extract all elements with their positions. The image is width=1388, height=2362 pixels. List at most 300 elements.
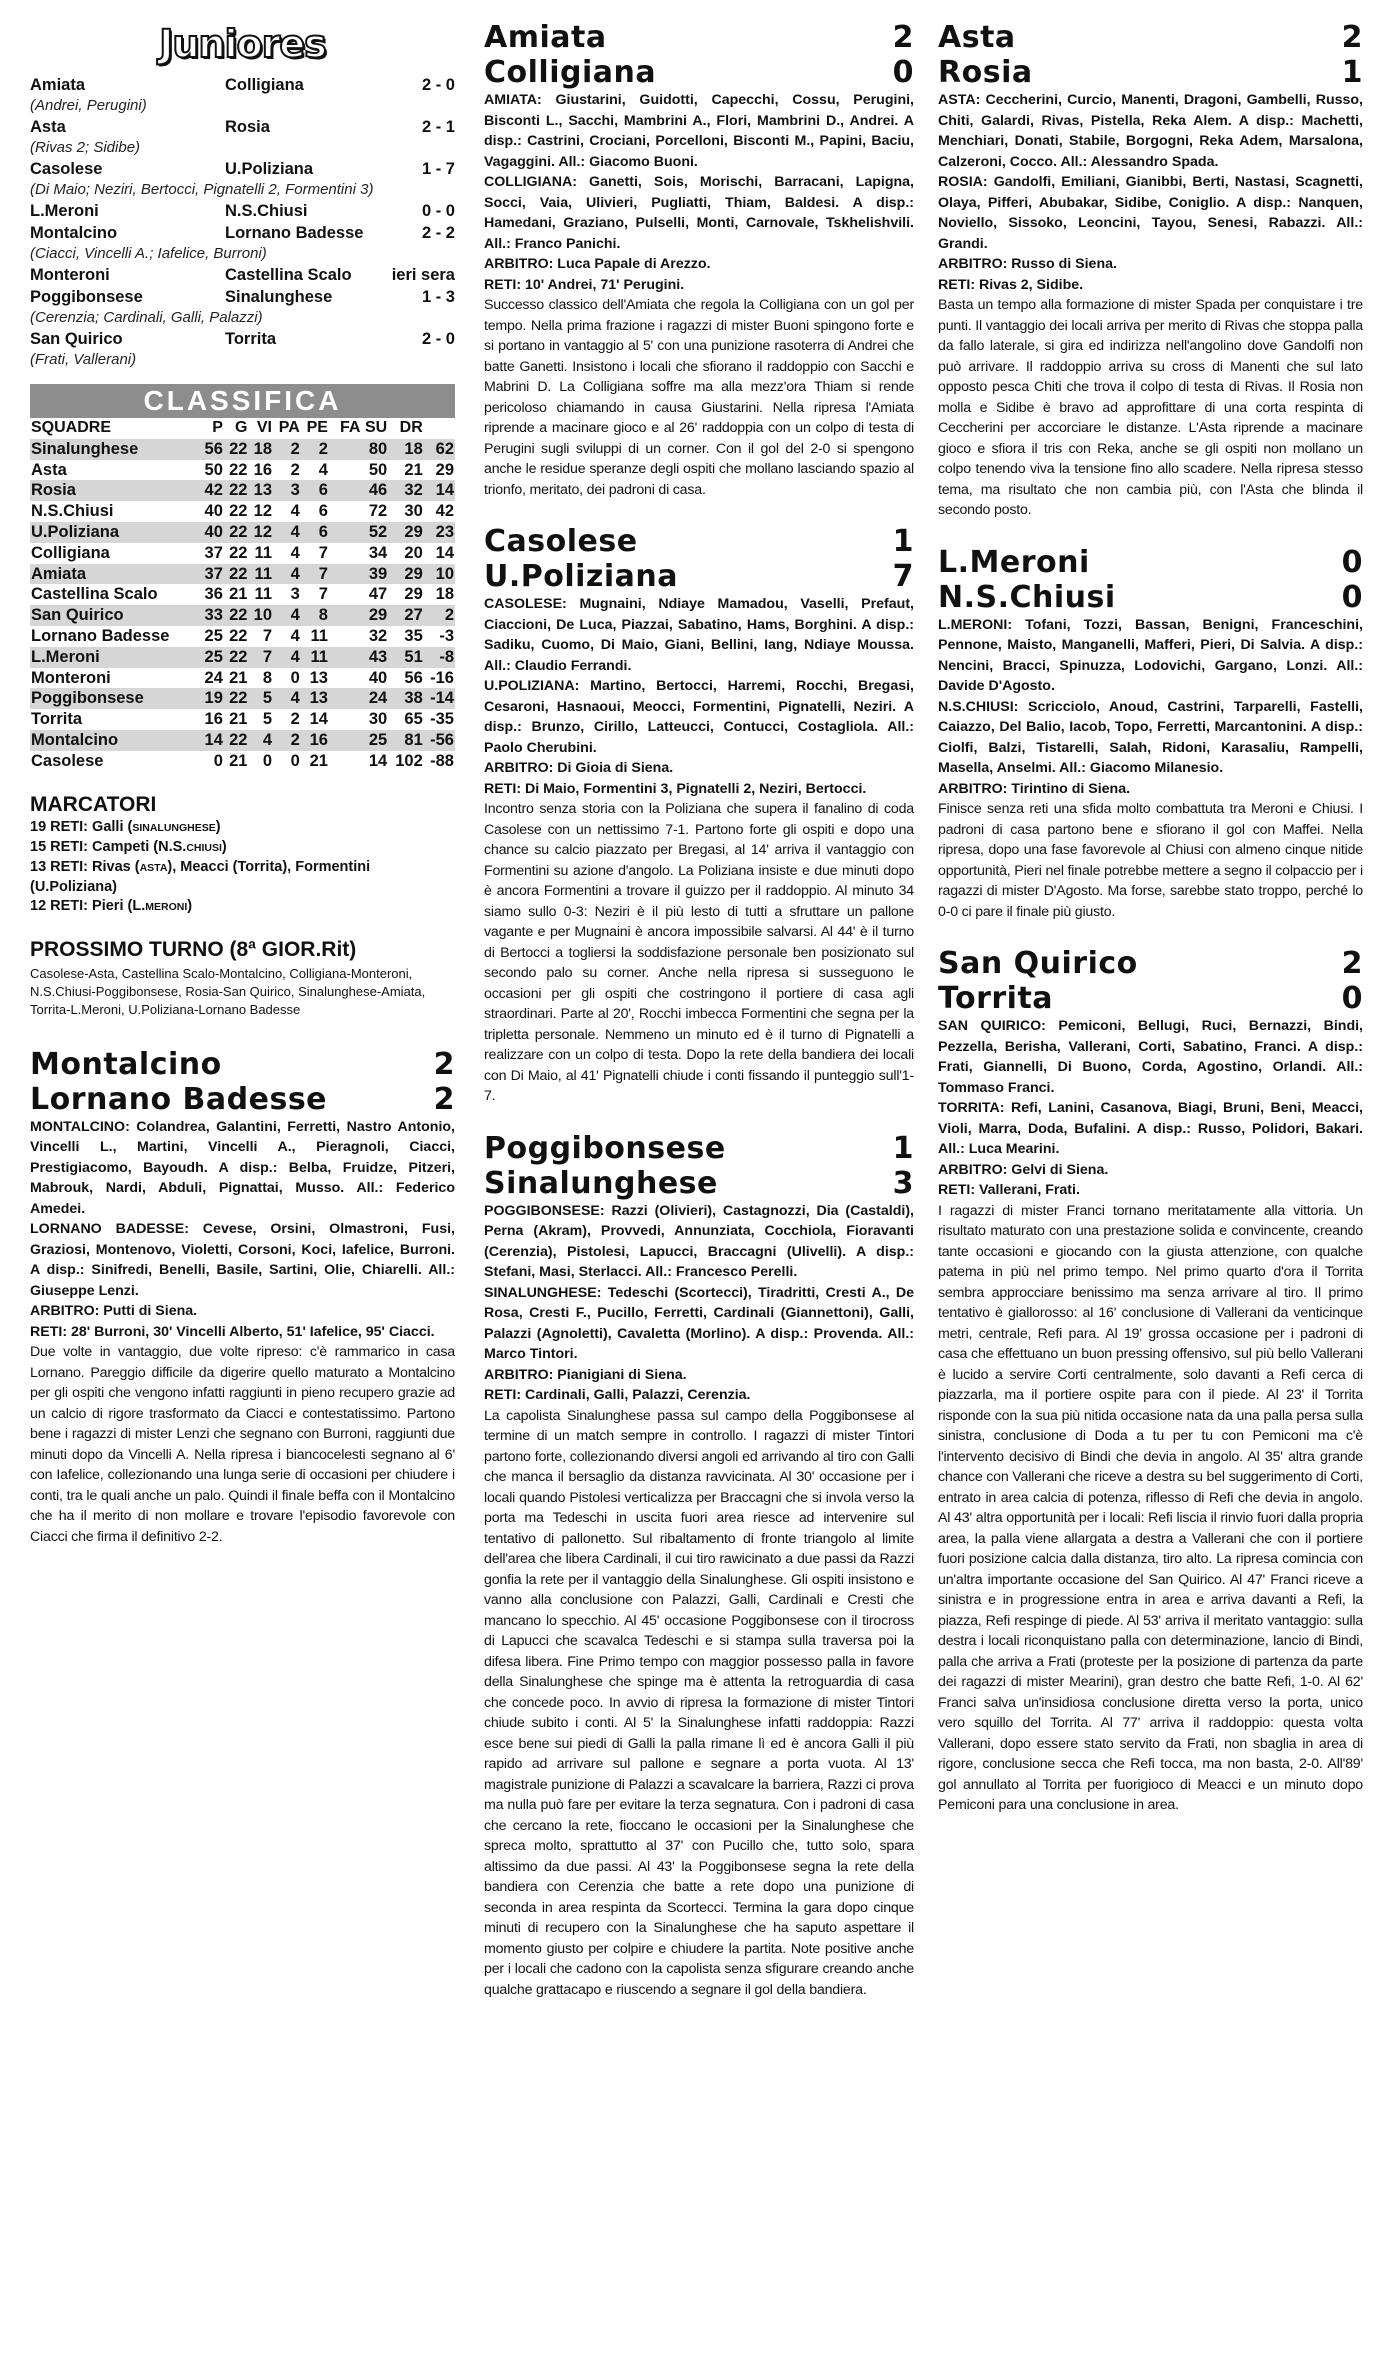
lineup-away: SINALUNGHESE: Tedeschi (Scortecci), Tiradritti, Cresti A., De Rosa, Cresti F., Pucillo, Ferretti, Cardinali (Giannettoni), Galli, Palazzi (Agnoletti), Cavaletta (Morlino). A disp.: Provenda. All.: Marco Tintori. [484, 1284, 914, 1362]
standings-cell: 22 [229, 689, 248, 708]
standings-cell: 7 [318, 585, 328, 604]
standings-cell: 7 [262, 626, 272, 645]
standings-cell: 4 [290, 689, 300, 708]
team-home: Casolese [484, 524, 638, 559]
standings-cell: 38 [404, 689, 423, 708]
team-home-line [938, 20, 1363, 55]
result-score: 0 - 0 [421, 202, 455, 220]
referee: ARBITRO: Di Gioia di Siena. [484, 760, 674, 776]
standings-cell: 11 [254, 585, 272, 604]
standings-cell: 7 [318, 564, 328, 583]
team-home-score: 2 [433, 1046, 455, 1082]
standings-cell: 8 [262, 668, 272, 687]
standings-cell: 27 [404, 606, 423, 625]
standings-team: Poggibonsese [31, 689, 144, 708]
standings-cell: 102 [395, 751, 423, 770]
standings-cell: 4 [290, 502, 300, 521]
standings-cell: 18 [253, 439, 272, 458]
standings-cell: 19 [204, 689, 223, 708]
standings-row [30, 522, 455, 543]
standings-cell: 72 [368, 502, 388, 521]
standings-cell: 40 [204, 502, 223, 521]
referee: ARBITRO: Putti di Siena. [30, 1303, 198, 1320]
results-list [30, 74, 455, 370]
standings-cell: -3 [439, 626, 454, 645]
result-item [30, 222, 455, 264]
standings-cell: 52 [368, 522, 388, 541]
result-home: Poggibonsese [30, 288, 143, 306]
team-home-line [484, 524, 914, 559]
result-score: 2 - 1 [421, 118, 455, 136]
result-score: 1 - 7 [421, 160, 455, 178]
standings-team: N.S.Chiusi [31, 502, 114, 521]
match-asta [938, 20, 1363, 521]
result-home: Asta [30, 118, 66, 136]
standings-cell: 22 [229, 543, 248, 562]
standings-cell: 7 [318, 543, 328, 562]
result-item [30, 286, 455, 328]
match-report: Due volte in vantaggio, due volte ripreso: c'è rammarico in casa Lornano. Pareggio difficile da digerire quello maturato a Montalcino per gli ospiti che vengono infatti raggiunti in pieno recupero grazie ad un calcio di rigore trasformato da Ciacci e contestatissimo. Partono bene i ragazzi di mister Lenzi che segnano con Burroni, raggiunti due minuti dopo da Vincelli A. Nella ripresa i biancocelesti segnano al 6' con Iafelice, collezionando una lunga serie di occasioni per chiudere i conti, tra le quali anche un palo. Quindi il finale beffa con il Montalcino che ha il merito di non mollare e trovare l'episodio favorevole con Ciacci che firma il definitivo 2-2. [30, 1344, 455, 1545]
prossimo-turno-title: PROSSIMO TURNO (8ª GIOR.Rit) [30, 937, 357, 961]
team-home-score: 2 [892, 20, 914, 55]
result-item [30, 116, 455, 158]
standings-cell: 6 [318, 522, 328, 541]
team-away: Colligiana [484, 55, 657, 90]
col-header: P [212, 419, 223, 436]
team-away: Lornano Badesse [30, 1081, 328, 1117]
team-away-line [484, 1166, 914, 1201]
standings-cell: 25 [204, 647, 223, 666]
standings-team: Castellina Scalo [31, 585, 158, 604]
standings-team: Montalcino [31, 730, 119, 749]
standings-cell: 18 [435, 585, 454, 604]
result-score: 2 - 0 [421, 330, 455, 348]
team-home-score: 2 [1341, 20, 1363, 55]
standings-cell: -56 [430, 730, 454, 749]
match-report: Incontro senza storia con la Poliziana che supera il fanalino di coda Casolese con un nettissimo 7-1. Partono forte gli ospiti e dopo una chance su calcio piazzato per Bregasi, al 14' arriva il vantaggio con Formentini su azione d'angolo. La Poliziana insiste e due minuti dopo è ancora Formentini a trovare il guizzo per il raddoppio. Al minuto 34 siamo sullo 0-3: Neziri è il più lesto di tutti a sfruttare un pallone vagante e per Mugnaini è ancora impossibile salvarsi. Al 44' è il turno di Bertocci a togliersi la soddisfazione personale ben posizionato sul secondo palo su corner. Anche nella ripresa si susseguono le occasioni per gli ospiti che costringono il portiere di casa agli straordinari. Parte al 20', Rocchi imbecca Formentini che segna per la tripletta personale. Nemmeno un minuto ed è il turno di Pignatelli a realizzare con un colpo di testa. Dopo la rete della bandiera dei locali con Di Maio, al 41' Pignatelli chiude i conti fissando il punteggio sull'1-7. [484, 801, 914, 1104]
standings-cell: 0 [290, 668, 300, 687]
standings-cell: 56 [204, 439, 223, 458]
standings-cell: 29 [404, 564, 423, 583]
standings-cell: 4 [290, 564, 300, 583]
standings-cell: 16 [253, 460, 272, 479]
standings-row [30, 543, 455, 564]
goals: RETI: Rivas 2, Sidibe. [938, 276, 1084, 293]
col-header: SQUADRE [31, 419, 112, 436]
standings-cell: 5 [262, 710, 272, 729]
referee: ARBITRO: Russo di Siena. [938, 256, 1117, 272]
standings-row [30, 460, 455, 481]
standings-cell: 32 [368, 626, 388, 645]
standings-cell: -8 [439, 647, 454, 666]
result-scorers: (Rivas 2; Sidibe) [30, 139, 141, 156]
standings-cell: 56 [404, 668, 423, 687]
match-amiata [484, 20, 914, 500]
standings-cell: 10 [435, 564, 454, 583]
team-home-score: 2 [1341, 946, 1363, 981]
standings-team: Monteroni [31, 668, 111, 687]
lineup-home: ASTA: Ceccherini, Curcio, Manenti, Dragoni, Gambelli, Russo, Chiti, Galardi, Rivas, Pistella, Reka Alem. A disp.: Machetti, Menchiari, Donati, Stabile, Borgogni, Reka Adem, Marsalona, Calzeroni, Cocco. All.: Alessandro Spada. [938, 92, 1363, 170]
lineup-home: CASOLESE: Mugnaini, Ndiaye Mamadou, Vaselli, Prefaut, Ciaccioni, De Luca, Piazzai, Sabatino, Hams, Borghini. A disp.: Sadiku, Cuomo, Di Maio, Giani, Bellini, Iang, Ndiaye Moussa. All.: Claudio Ferrandi. [484, 596, 914, 674]
team-away: Sinalunghese [484, 1165, 718, 1201]
marcatori-line: 15 RETI: Campeti (N.S.CHIUSI) [30, 838, 227, 855]
standings-team: Torrita [31, 710, 83, 729]
standings-cell: 80 [368, 439, 388, 458]
standings-cell: 37 [204, 543, 223, 562]
marcatori-line: 13 RETI: Rivas (ASTA), Meacci (Torrita), Formentini (U.Poliziana) [30, 858, 371, 895]
team-away-score: 2 [433, 1081, 455, 1117]
match-meroni [938, 545, 1363, 923]
column-middle [484, 20, 914, 2024]
standings-cell: 30 [368, 710, 388, 729]
standings-cell: 21 [229, 710, 248, 729]
lineup-away: U.POLIZIANA: Martino, Bertocci, Harremi, Rocchi, Bregasi, Cesaroni, Hasnaoui, Meocci, Formentini, Pignatelli, Neziri. A disp.: Brunzo, Cirillo, Latteucci, Contucci, Costagliola. All.: Paolo Cherubini. [484, 678, 914, 756]
standings-cell: 16 [204, 710, 223, 729]
team-away: N.S.Chiusi [938, 579, 1116, 615]
result-away: Colligiana [225, 76, 304, 94]
referee: ARBITRO: Luca Papale di Arezzo. [484, 256, 711, 272]
standings-row [30, 751, 455, 772]
team-home-score: 1 [892, 524, 914, 559]
result-item [30, 74, 455, 116]
team-away-score: 1 [1341, 55, 1363, 90]
team-away-line [938, 55, 1363, 90]
standings-cell: 14 [204, 730, 223, 749]
standings-cell: 4 [290, 606, 300, 625]
standings-cell: 3 [290, 481, 300, 500]
result-scorers: (Cerenzia; Cardinali, Galli, Palazzi) [30, 309, 263, 326]
standings-cell: 11 [310, 626, 328, 645]
result-away: Castellina Scalo [225, 266, 352, 284]
standings-cell: 50 [368, 460, 388, 479]
standings-team: San Quirico [31, 606, 124, 625]
standings-table [30, 418, 455, 772]
standings-cell: 29 [404, 522, 423, 541]
team-away-line [938, 580, 1363, 615]
team-home-line [30, 1047, 455, 1082]
result-scorers: (Andrei, Perugini) [30, 97, 147, 114]
standings-cell: 62 [435, 439, 454, 458]
goals: RETI: 10' Andrei, 71' Perugini. [484, 276, 685, 293]
standings-cell: 2 [444, 606, 454, 625]
standings-row [30, 584, 455, 605]
col-header: PA [278, 419, 300, 436]
standings-cell: 35 [404, 626, 423, 645]
standings-cell: 30 [404, 502, 423, 521]
standings-cell: 8 [318, 606, 328, 625]
result-score: ieri sera [391, 266, 455, 284]
standings-cell: 21 [404, 460, 423, 479]
result-away: Rosia [225, 118, 270, 136]
lineup-away: TORRITA: Refi, Lanini, Casanova, Biagi, Bruni, Beni, Meacci, Violi, Marra, Doda, Bufalini. A disp.: Russo, Polidori, Bakari. All.: Luca Mearini. [938, 1100, 1363, 1157]
team-home-score: 1 [892, 1130, 914, 1166]
standings-cell: 0 [213, 751, 223, 770]
standings-row [30, 668, 455, 689]
standings-cell: 22 [229, 564, 248, 583]
standings-cell: 0 [290, 751, 300, 770]
result-item [30, 328, 455, 370]
standings-cell: 16 [309, 730, 328, 749]
standings-cell: 4 [290, 647, 300, 666]
lineup-away: COLLIGIANA: Ganetti, Sois, Morischi, Barracani, Lapigna, Socci, Vaia, Ulivieri, Pugliatti, Thiam, Baldesi. A disp.: Hamedani, Graziano, Pulselli, Monti, Carnovale, Tskhelishvili. All.: Franco Panichi. [484, 174, 914, 252]
standings-row [30, 709, 455, 730]
referee: ARBITRO: Gelvi di Siena. [938, 1161, 1109, 1178]
result-home: Monteroni [30, 266, 110, 284]
result-away: N.S.Chiusi [225, 202, 308, 220]
standings-cell: 46 [368, 481, 388, 500]
standings-team: Lornano Badesse [31, 626, 170, 645]
team-away-score: 0 [1341, 579, 1363, 615]
team-home-line [484, 1131, 914, 1166]
standings-header-row [30, 418, 455, 439]
standings-row [30, 501, 455, 522]
match-poggibonsese [484, 1131, 914, 2001]
standings-cell: 3 [290, 585, 300, 604]
standings-cell: 13 [309, 668, 328, 687]
standings-cell: 51 [404, 647, 423, 666]
team-home: L.Meroni [938, 544, 1090, 580]
standings-cell: 33 [204, 606, 223, 625]
referee: ARBITRO: Pianigiani di Siena. [484, 1366, 687, 1383]
standings-cell: 7 [262, 647, 272, 666]
standings-cell: 37 [204, 564, 223, 583]
standings-cell: 22 [229, 522, 248, 541]
standings-row [30, 730, 455, 751]
result-home: Casolese [30, 160, 103, 178]
standings-team: U.Poliziana [31, 522, 120, 541]
result-item [30, 264, 455, 286]
standings-cell: 34 [368, 543, 388, 562]
col-header: PE [306, 419, 328, 436]
lineup-away: ROSIA: Gandolfi, Emiliani, Gianibbi, Berti, Nastasi, Scagnetti, Olaya, Pifferi, Abubakar, Sidibe, Coniglio. A disp.: Nanquen, Noviello, Sissoko, Leoncini, Tayou, Senesi, Rabazzi. All.: Grandi. [938, 174, 1363, 252]
standings-cell: 40 [368, 668, 388, 687]
standings-cell: 81 [404, 730, 423, 749]
standings-cell: 22 [229, 481, 248, 500]
standings-row [30, 439, 455, 460]
team-home-line [938, 545, 1363, 580]
lineup-home: AMIATA: Giustarini, Guidotti, Capecchi, Cossu, Perugini, Bisconti L., Sacchi, Mambrini A., Flori, Mambrini D., Andrei. A disp.: Castrini, Crociani, Porcelloni, Bisconti M., Papini, Baciu, Vagaggini. All.: Giacomo Buoni. [484, 92, 914, 170]
standings-cell: -35 [430, 710, 454, 729]
result-score: 2 - 0 [421, 76, 455, 94]
column-left [30, 20, 455, 1571]
standings-row [30, 564, 455, 585]
standings-cell: 25 [204, 626, 223, 645]
standings-cell: 42 [204, 481, 223, 500]
standings-cell: 36 [204, 585, 223, 604]
standings-cell: 12 [253, 522, 272, 541]
standings-cell: 4 [290, 543, 300, 562]
standings-cell: 13 [309, 689, 328, 708]
standings-cell: 29 [435, 460, 454, 479]
standings-cell: 11 [254, 564, 272, 583]
team-away-score: 0 [892, 55, 914, 90]
standings-cell: 22 [229, 460, 248, 479]
standings-team: Colligiana [31, 543, 110, 562]
standings-team: Casolese [31, 751, 104, 770]
standings-cell: 6 [318, 481, 328, 500]
standings-cell: 2 [290, 460, 300, 479]
result-home: Montalcino [30, 224, 118, 242]
team-home: Poggibonsese [484, 1130, 726, 1166]
result-scorers: (Di Maio; Neziri, Bertocci, Pignatelli 2, Formentini 3) [30, 181, 374, 198]
standings-cell: 21 [229, 751, 248, 770]
standings-cell: 24 [368, 689, 388, 708]
standings-cell: 65 [404, 710, 423, 729]
team-home: San Quirico [938, 946, 1138, 981]
team-home-line [484, 20, 914, 55]
match-montalcino [30, 1047, 455, 1548]
standings-cell: 14 [368, 751, 388, 770]
match-casolese [484, 524, 914, 1107]
team-away-line [484, 559, 914, 594]
team-away-score: 0 [1341, 981, 1363, 1016]
standings-cell: 18 [404, 439, 423, 458]
standings-cell: 22 [229, 502, 248, 521]
standings-cell: 42 [435, 502, 454, 521]
standings-team: Rosia [31, 481, 76, 500]
standings-cell: 13 [253, 481, 272, 500]
standings-cell: 2 [290, 730, 300, 749]
standings-cell: 10 [253, 606, 272, 625]
standings-cell: 29 [368, 606, 388, 625]
standings-cell: 39 [368, 564, 388, 583]
result-score: 2 - 2 [421, 224, 455, 242]
standings-cell: 22 [229, 647, 248, 666]
standings-cell: 43 [368, 647, 388, 666]
standings-cell: 22 [229, 439, 248, 458]
standings-cell: 4 [262, 730, 272, 749]
standings-cell: 50 [204, 460, 223, 479]
standings-cell: 22 [229, 730, 248, 749]
referee: ARBITRO: Tirintino di Siena. [938, 780, 1131, 797]
team-home: Montalcino [30, 1046, 222, 1082]
standings-cell: 5 [262, 689, 272, 708]
standings-body [30, 439, 455, 772]
standings-cell: 6 [318, 502, 328, 521]
team-home: Amiata [484, 20, 607, 55]
standings-cell: 24 [204, 668, 223, 687]
standings-cell: 14 [435, 543, 454, 562]
standings-cell: 11 [254, 543, 272, 562]
result-item [30, 200, 455, 222]
standings-cell: 22 [229, 626, 248, 645]
goals: RETI: 28' Burroni, 30' Vincelli Alberto, 51' Iafelice, 95' Ciacci. [30, 1323, 435, 1340]
standings-team: Amiata [31, 564, 87, 583]
prossimo-turno-text: Casolese-Asta, Castellina Scalo-Montalcino, Colligiana-Monteroni, N.S.Chiusi-Poggibonsese, Rosia-San Quirico, Sinalunghese-Amiata, Torrita-L.Meroni, U.Poliziana-Lornano Badesse [30, 965, 426, 1017]
standings-cell: 11 [310, 647, 328, 666]
marcatori-line: 19 RETI: Galli (SINALUNGHESE) [30, 818, 221, 835]
standings-row [30, 688, 455, 709]
standings-row [30, 647, 455, 668]
standings-cell: -88 [430, 751, 454, 770]
standings-cell: 32 [404, 481, 423, 500]
standings-cell: 21 [309, 751, 328, 770]
standings-cell: 25 [368, 730, 388, 749]
standings-team: Sinalunghese [31, 439, 139, 458]
standings-cell: 21 [229, 668, 248, 687]
result-away: U.Poliziana [225, 160, 314, 178]
goals: RETI: Vallerani, Frati. [938, 1182, 1080, 1198]
col-header: FA SU [340, 419, 388, 436]
lineup-home: L.MERONI: Tofani, Tozzi, Bassan, Benigni, Franceschini, Pennone, Maisto, Manganelli, Mafferi, Pieri, Di Salvia. A disp.: Nencini, Bracci, Spinuzza, Lodovichi, Gargano, Lonzi. All.: Davide D'Agosto. [938, 616, 1363, 694]
result-scorers: (Frati, Vallerani) [30, 351, 137, 368]
result-item [30, 158, 455, 200]
lineup-home: MONTALCINO: Colandrea, Galantini, Ferretti, Nastro Antonio, Vincelli L., Martini, Vincelli A., Pieragnoli, Ciacci, Prestigiacomo, Bayoudh. A disp.: Belba, Fruidze, Pitzeri, Mabrouk, Nardi, Abduli, Pignattai, Musso. All.: Federico Amedei. [30, 1118, 455, 1217]
result-scorers: (Ciacci, Vincelli A.; Iafelice, Burroni) [30, 245, 267, 262]
match-report: Successo classico dell'Amiata che regola la Colligiana con un gol per tempo. Nella prima frazione i ragazzi di mister Buoni spingono forte e si portano in vantaggio al 5' con una punizione rasoterra di Andrei che batte Ganetti. Insistono i locali che sfiorano il raddoppio con Sacchi e Mabrini D. La Colligiana soffre ma alla mezz'ora Thiam si rende pericoloso chiamando in causa Giustarini. Nella ripresa l'Amiata riprende a macinare gioco e al 26' raddoppia con un colpo di testa di Perugini sugli sviluppi di un corner. Con il gol del 2-0 si spengono anche le residue speranze degli ospiti che mollano lasciando spazio al trionfo, meritato, dei padroni di casa. [484, 297, 914, 498]
standings-cell: -16 [430, 668, 454, 687]
standings-cell: 0 [262, 751, 272, 770]
col-header: VI [256, 419, 272, 436]
standings-cell: 23 [435, 522, 454, 541]
team-home-line [938, 946, 1363, 981]
goals: RETI: Cardinali, Galli, Palazzi, Cerenzia. [484, 1387, 751, 1403]
column-right [938, 20, 1363, 1840]
standings-cell: 2 [318, 439, 328, 458]
team-away-line [30, 1082, 455, 1117]
standings-cell: 2 [290, 710, 300, 729]
match-report: La capolista Sinalunghese passa sul campo della Poggibonsese al termine di un match sempre in controllo. I ragazzi di mister Tintori partono forte, collezionando diversi angoli ed arrivando al tiro con Galli che manca il bersaglio da distanza ravvicinata. Al 30' occasione per i locali quando Pistolesi verticalizza per Braccagni che si invola verso la porta ma Tedeschi in uscita fuori area riesce ad intervenire sul tentativo di pallonetto. Sul ribaltamento di fronte triangolo al limite dell'area che libera Cardinali, il cui tiro rawicinato a due passi da Razzi gonfia la rete per il vantaggio della Sinalunghese. Gli ospiti insistono e vanno alla conclusione con Palazzi, Galli, Cardinali e Cresti che mancano lo specchio. Al 45' occasione Poggibonsese con il tirocross di Lapucci che scavalca Tedeschi e si stampa sulla traversa poi la difesa libera. Fine Primo tempo con maggior possesso palla in favore della Sinalunghese che spinge ma è attenta la retroguardia di casa che concede poco. In avvio di ripresa la formazione di mister Tintori chiude subito i conti. Al 5' la Sinalunghese infatti raddoppia: Razzi esce bene sui piedi di Galli la palla rimane lì ed è ancora Galli il più rapido ad arrivare sul pallone e segnare a porta vuota. Al 13' magistrale punizione di Palazzi a scavalcare la barriera, Razzi ci prova ma nulla può fare per evitare la terza segnatura. Con i padroni di casa che cercano la rete, fioccano le occasioni per la Sinalunghese che spreca molto, sprattutto al 37' con Pucillo che, tutto solo, spara altissimo da due passi. Al 43' la Poggibonsese segna la rete della bandiera con Cerenzia che batte a rete dopo una punizione di seconda in area respinta da Scortecci. Termina la gara dopo cinque minuti di recupero con la Sinalunghese che ha saputo aspettare il momento giusto per colpire e chiudere la partita. Note positive anche per i locali che cadono con la capolista senza sfigurare creando anche qualche grattacapo e riuscendo a segnare il gol della bandiera. [484, 1407, 914, 1998]
goals: RETI: Di Maio, Formentini 3, Pignatelli 2, Neziri, Bertocci. [484, 780, 867, 797]
standings-cell: 47 [368, 585, 388, 604]
lineup-home: SAN QUIRICO: Pemiconi, Bellugi, Ruci, Bernazzi, Bindi, Pezzella, Berisha, Vallerani, Corti, Sabatino, Franci. A disp.: Frati, Giannelli, Di Buono, Corda, Agostino, Orlandi. All.: Tommaso Franci. [938, 1018, 1363, 1096]
team-away: Torrita [938, 981, 1054, 1016]
lineup-away: LORNANO BADESSE: Cevese, Orsini, Olmastroni, Fusi, Graziosi, Montenovo, Violetti, Corsoni, Koci, Iafelice, Burroni. A disp.: Sinifredi, Benelli, Basile, Sartini, Olie, Chiarelli. All.: Giuseppe Lenzi. [30, 1221, 455, 1299]
result-away: Sinalunghese [225, 288, 333, 306]
standings-cell: 12 [253, 502, 272, 521]
standings-cell: 14 [435, 481, 454, 500]
classifica-banner: CLASSIFICA [30, 384, 455, 418]
standings-cell: 14 [309, 710, 328, 729]
standings-cell: 4 [318, 460, 328, 479]
lineup-home: POGGIBONSESE: Razzi (Olivieri), Castagnozzi, Dia (Castaldi), Perna (Akram), Provvedi, Annunziata, Cocchiola, Fioravanti (Cerenzia), Pistolesi, Lapucci, Braccagni (Ulivelli). A disp.: Stefani, Masi, Sterlacci. All.: Francesco Perelli. [484, 1202, 914, 1280]
lineup-away: N.S.CHIUSI: Scricciolo, Anoud, Castrini, Tarparelli, Fastelli, Caiazzo, Del Balio, Iacob, Topo, Ferretti, Marcantonini. A disp.: Ciolfi, Balzi, Tistarelli, Salah, Ridoni, Karasaliu, Rampelli, Masella, Anselmi. All.: Giacomo Milanesio. [938, 698, 1363, 776]
standings-cell: 29 [404, 585, 423, 604]
standings-cell: 2 [290, 439, 300, 458]
standings-team: L.Meroni [31, 647, 100, 666]
team-away-line [484, 55, 914, 90]
standings-cell: 22 [229, 606, 248, 625]
result-home: L.Meroni [30, 202, 99, 220]
standings-cell: 21 [229, 585, 248, 604]
standings-team: Asta [31, 460, 67, 479]
match-report: I ragazzi di mister Franci tornano meritatamente alla vittoria. Un risultato maturato con una prestazione solida e convincente, creando tante occasioni e giocando con la giusta attenzione, con qualche patema in più nel primo tempo. Nel primo quarto d'ora il Torrita sembra approcciare benissimo ma senza arrivare al tiro. Il primo tentativo è giallorosso: al 16' conclusione di Vallerani da venticinque metri, centrale, Refi para. Al 19' grossa occasione per i padroni di casa che effettuano un buon pressing offensivo, sul più bello Vallerani è lucido a servire Corti centralmente, solo davanti a Refi cerca di piazzarla, ma il portiere ospite para con il piede. Al 23' il Torrita risponde con la sua più nitida occasione nata da una palla persa sulla sinistra, conclusione di Doda a tu per tu con Pemiconi ma c'è l'intervento decisivo di Bindi che devia in angolo. Al 35' altra grande chance con Vallerani che riceve a destra su bel suggerimento di Corti, entrato in area calcia di potenza, riflesso di Refi che devia in angolo. Al 43' altra opportunità per i locali: Refi liscia il rinvio fuori dalla propria area, la palla viene allargata a destra a Vallerani che con il portiere fuori posizione calcia dalla distanza, tiro alto. La ripresa comincia con un'altra importante occasione del San Quirico. Al 47' Franci riceve a sinistra e in progressione entra in area e arriva davanti a Refi, la piazza, Refi respinge di piede. Al 53' arriva il meritato vantaggio: sulla destra i locali riconquistano palla con determinazione, lancio di Bindi, palla che arriva a Frati (proteste per la posizione di partenza da parte dei ragazzi di mister Mearini), gran destro che batte Refi, 1-0. Al 62' Franci salva un'insidiosa conclusione diretta verso la porta, unico vero squillo del Torrita. Al 77' arriva il raddoppio: questa volta Vallerani, dopo essere stato servito da Frati, non sbaglia in area di rigore, conclusione secca che Refi tocca, ma non basta, 2-0. All'89' gol annullato al Torrita per fuorigioco di Meacci e un minuto dopo Pemiconi para una conclusione in area. [938, 1202, 1363, 1813]
team-home: Asta [938, 20, 1016, 55]
standings-row [30, 480, 455, 501]
result-home: Amiata [30, 76, 86, 94]
team-away-score: 7 [892, 559, 914, 594]
marcatori-title: MARCATORI [30, 792, 157, 816]
team-away: U.Poliziana [484, 559, 679, 594]
match-sanquirico [938, 946, 1363, 1816]
marcatori-line: 12 RETI: Pieri (L.MERONI) [30, 897, 193, 914]
result-score: 1 - 3 [421, 288, 455, 306]
marcatori-list [30, 818, 455, 917]
standings-cell: 40 [204, 522, 223, 541]
standings-cell: -14 [430, 689, 454, 708]
team-home-score: 0 [1341, 544, 1363, 580]
result-away: Lornano Badesse [225, 224, 364, 242]
standings-cell: 4 [290, 626, 300, 645]
match-report: Finisce senza reti una sfida molto combattuta tra Meroni e Chiusi. I padroni di casa partono bene e sfiorano il gol con Maffei. Nella ripresa, dopo una fase favorevole al Chiusi con almeno cinque nitide opportunità, Pieri nel finale potrebbe mettere a segno il colpaccio per i ragazzi di mister D'Agosto. Ma forse, sarebbe stato troppo, perché lo 0-0 ci pare il finale più giusto. [938, 801, 1363, 920]
result-home: San Quirico [30, 330, 123, 348]
standings-cell: 20 [404, 543, 423, 562]
col-header: DR [399, 419, 423, 436]
juniores-banner: Juniores [159, 22, 326, 66]
standings-row [30, 605, 455, 626]
match-report: Basta un tempo alla formazione di mister Spada per conquistare i tre punti. Il vantaggio dei locali arriva per merito di Rivas che stoppa palla da fallo laterale, si gira ed indirizza nell'angolino dove Gandolfi non può arrivare. Il raddoppio arriva su cross di Manenti che sul lato opposto pesca Chiti che trova il colpo di testa di Rivas. Il Rosia non molla e Sidibe è bravo ad approfittare di una corta respinta di Ceccherini per accorciare le distanze. L'Asta riprende a macinare gioco e sfiora il tris con Reka, anche se gli ospiti non mollano un colpo tenendo viva la tensione fino allo scadere. Nella ripresa stesso tema, ma risultato che non cambia più, con l'Asta che blinda il secondo posto. [938, 297, 1363, 518]
team-away-score: 3 [892, 1165, 914, 1201]
